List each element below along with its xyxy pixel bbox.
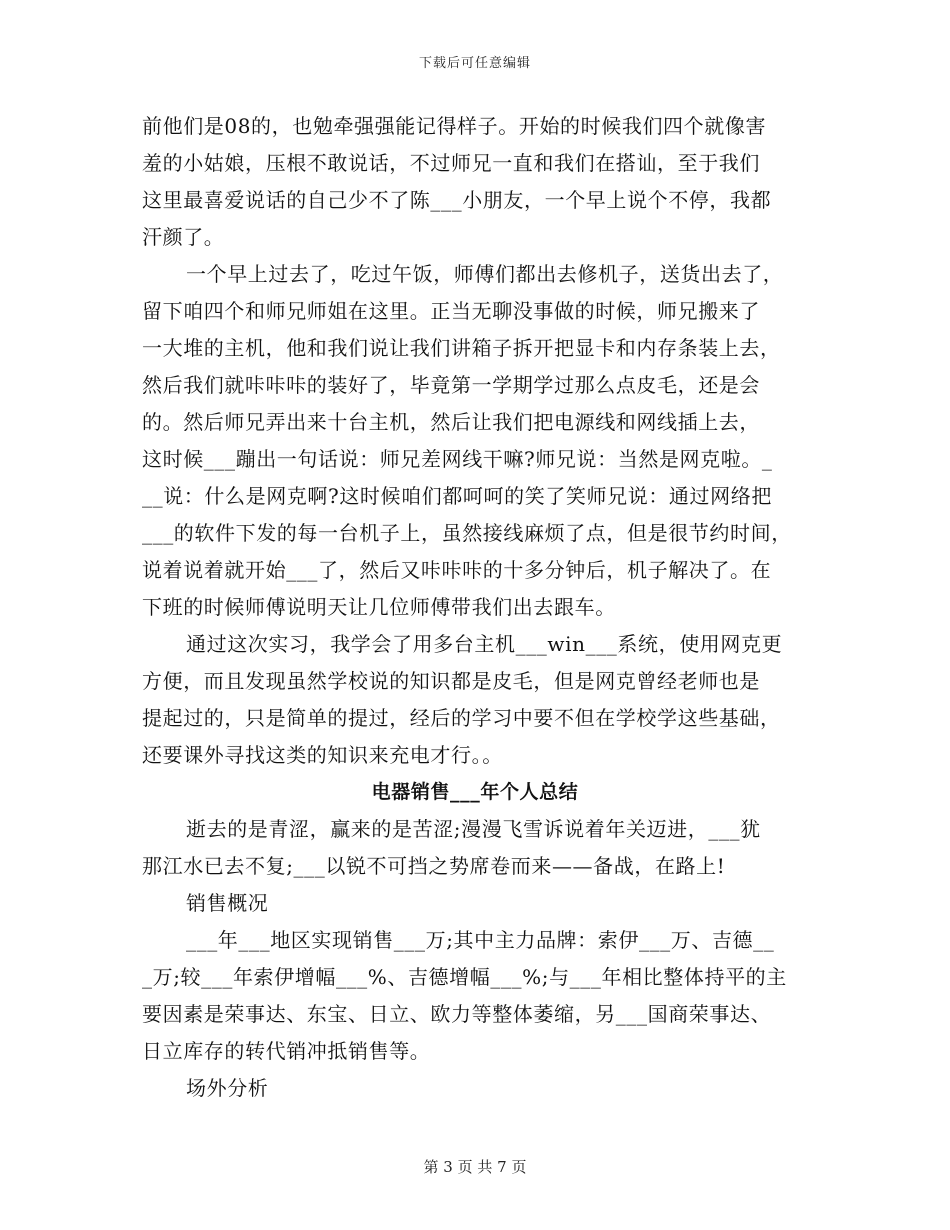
text-line: 这时候___蹦出一句话说：师兄差网线干嘛?师兄说：当然是网克啦。_ bbox=[142, 447, 773, 471]
text-line: 下班的时候师傅说明天让几位师傅带我们出去跟车。 bbox=[142, 595, 616, 619]
text-line: ___的软件下发的每一台机子上，虽然接线麻烦了点，但是很节约时间， bbox=[142, 521, 792, 545]
text-line: 那江水已去不复;___以锐不可挡之势席卷而来——备战，在路上! bbox=[142, 854, 726, 878]
text-line: 前他们是08的，也勉牵强强能记得样子。开始的时候我们四个就像害 bbox=[142, 114, 767, 138]
section-heading: 电器销售___年个人总结 bbox=[371, 781, 579, 803]
text-line: 通过这次实习，我学会了用多台主机___win___系统，使用网克更 bbox=[186, 632, 783, 656]
text-line: 一个早上过去了，吃过午饭，师傅们都出去修机子，送货出去了， bbox=[186, 262, 784, 286]
text-line: 留下咱四个和师兄师姐在这里。正当无聊没事做的时候，师兄搬来了 bbox=[142, 299, 760, 323]
text-line: 一大堆的主机，他和我们说让我们讲箱子拆开把显卡和内存条装上去， bbox=[142, 336, 781, 360]
text-line: 然后我们就咔咔咔的装好了，毕竟第一学期学过那么点皮毛，还是会 bbox=[142, 373, 760, 397]
text-line: 说着说着就开始___了，然后又咔咔咔的十多分钟后，机子解决了。在 bbox=[142, 558, 772, 582]
text-line: 销售概况 bbox=[186, 891, 269, 915]
document-body bbox=[142, 108, 808, 1107]
text-line: 的。然后师兄弄出来十台主机，然后让我们把电源线和网线插上去， bbox=[142, 410, 760, 434]
text-line: 日立库存的转代销冲抵销售等。 bbox=[142, 1039, 431, 1063]
text-line: 方便，而且发现虽然学校说的知识都是皮毛，但是网克曾经老师也是 bbox=[142, 669, 760, 693]
text-line: _万;较___年索伊增幅___%、吉德增幅___%;与___年相比整体持平的主 bbox=[142, 965, 787, 989]
text-line: 汗颜了。 bbox=[142, 225, 225, 249]
text-line: __说：什么是网克啊?这时候咱们都呵呵的笑了笑师兄说：通过网络把 bbox=[142, 484, 772, 508]
text-line: 场外分析 bbox=[186, 1076, 269, 1100]
text-line: 提起过的，只是简单的提过，经后的学习中要不但在学校学这些基础， bbox=[142, 706, 781, 730]
header-note: 下载后可任意编辑 bbox=[418, 56, 531, 71]
text-line: 要因素是荣事达、东宝、日立、欧力等整体萎缩，另___国商荣事达、 bbox=[142, 1002, 772, 1026]
text-line: ___年___地区实现销售___万;其中主力品牌：索伊___万、吉德__ bbox=[186, 928, 775, 952]
text-line: 羞的小姑娘，压根不敢说话，不过师兄一直和我们在搭讪，至于我们 bbox=[142, 151, 760, 175]
text-line: 逝去的是青涩，赢来的是苦涩;漫漫飞雪诉说着年关迈进，___犹 bbox=[186, 817, 761, 841]
page-footer: 第 3 页 共 7 页 bbox=[423, 1158, 527, 1176]
text-line: 这里最喜爱说话的自己少不了陈___小朋友，一个早上说个不停，我都 bbox=[142, 188, 772, 212]
text-line: 还要课外寻找这类的知识来充电才行。。 bbox=[142, 743, 503, 767]
